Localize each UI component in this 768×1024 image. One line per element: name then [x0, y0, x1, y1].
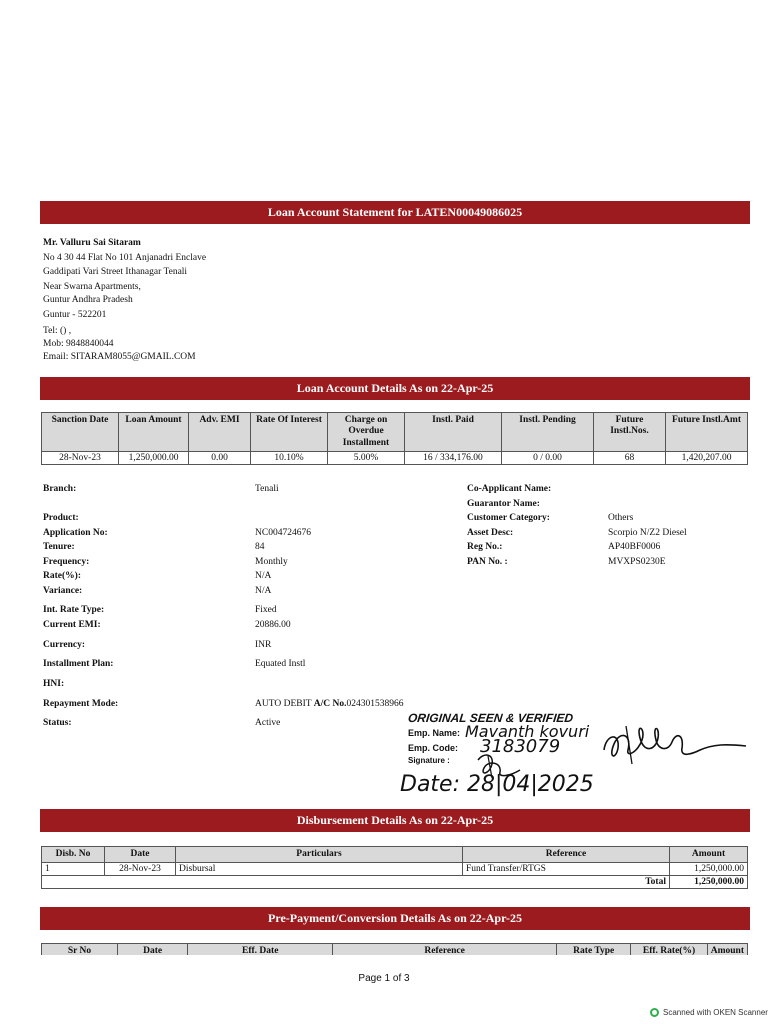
table-cell: 68	[594, 452, 666, 465]
pan-label: PAN No. :	[467, 557, 508, 567]
branch-label: Branch:	[43, 484, 77, 494]
table-cell: Fund Transfer/RTGS	[463, 863, 670, 876]
header-cell: Particulars	[176, 847, 463, 863]
installment-plan-value: Equated Instl	[255, 659, 306, 669]
page-number: Page 1 of 3	[358, 973, 410, 984]
reg-no-value: AP40BF0006	[608, 542, 661, 552]
application-label: Application No:	[43, 528, 108, 538]
customer-mob: Mob: 9848840044	[43, 339, 114, 350]
current-emi-label: Current EMI:	[43, 620, 101, 630]
int-rate-type-value: Fixed	[255, 605, 277, 615]
disbursement-band: Disbursement Details As on 22-Apr-25	[40, 809, 750, 832]
total-row	[42, 876, 748, 889]
header-cell: Rate Of Interest	[251, 413, 328, 452]
currency-label: Currency:	[43, 640, 86, 650]
current-emi-value: 20886.00	[255, 620, 291, 630]
table-cell: 28-Nov-23	[105, 863, 176, 876]
guarantor-label: Guarantor Name:	[467, 499, 540, 509]
stamp-date: Date: 28|04|2025	[400, 772, 594, 797]
repayment-account-number: 024301538966	[346, 699, 404, 709]
scanner-logo-icon	[650, 1008, 659, 1017]
reg-no-label: Reg No.:	[467, 542, 503, 552]
header-cell: Amount	[670, 847, 748, 863]
table-cell: 0.00	[189, 452, 251, 465]
header-cell: Date	[118, 944, 188, 956]
header-cell: Rate Type	[557, 944, 631, 956]
installment-plan-label: Installment Plan:	[43, 659, 114, 669]
header-cell: Reference	[463, 847, 670, 863]
table-cell: Disbursal	[176, 863, 463, 876]
variance-label: Variance:	[43, 586, 83, 596]
table-cell: 0 / 0.00	[502, 452, 594, 465]
header-cell: Date	[105, 847, 176, 863]
header-cell: Amount	[707, 944, 747, 956]
header-cell: Eff. Date	[188, 944, 333, 956]
repayment-mode-text: AUTO DEBIT	[255, 699, 312, 709]
address-line: Guntur - 522201	[43, 310, 107, 321]
header-cell: Instl. Pending	[502, 413, 594, 452]
frequency-value: Monthly	[255, 557, 288, 567]
repayment-account-label: A/C No.	[313, 699, 347, 709]
status-value: Active	[255, 718, 281, 728]
pan-value: MVXPS0230E	[608, 557, 666, 567]
header-cell: Sanction Date	[42, 413, 119, 452]
tenure-value: 84	[255, 542, 265, 552]
table-cell: 1,250,000.00	[119, 452, 189, 465]
address-line: Guntur Andhra Pradesh	[43, 295, 133, 306]
table-cell: 5.00%	[328, 452, 405, 465]
signature-icon	[596, 714, 758, 772]
header-cell: Instl. Paid	[405, 413, 502, 452]
header-cell: Adv. EMI	[189, 413, 251, 452]
stamp-signature-label: Signature :	[408, 756, 450, 765]
table-cell: 16 / 334,176.00	[405, 452, 502, 465]
customer-category-value: Others	[608, 513, 634, 523]
header-cell: Eff. Rate(%)	[631, 944, 707, 956]
variance-value: N/A	[255, 586, 272, 596]
repayment-mode-value	[255, 699, 404, 709]
table-cell: 1,250,000.00	[670, 863, 748, 876]
total-label: Total	[42, 876, 670, 889]
hni-label: HNI:	[43, 679, 65, 689]
prepayment-band: Pre-Payment/Conversion Details As on 22-Apr-25	[40, 907, 750, 930]
asset-desc-value: Scorpio N/Z2 Diesel	[608, 528, 687, 538]
stamp-emp-name-label: Emp. Name:	[408, 728, 461, 738]
disbursement-table	[41, 846, 748, 889]
customer-address-block	[43, 237, 206, 365]
customer-tel: Tel: () ,	[43, 325, 72, 336]
customer-name: Mr. Valluru Sai Sitaram	[43, 238, 141, 248]
prepayment-table-clip	[41, 943, 748, 955]
loan-summary-table	[41, 412, 748, 465]
header-cell: Sr No	[42, 944, 118, 956]
statement-title-band: Loan Account Statement for LATEN00049086025	[40, 201, 750, 224]
stamp-emp-code-label: Emp. Code:	[408, 743, 459, 753]
int-rate-type-label: Int. Rate Type:	[43, 605, 105, 615]
rate-label: Rate(%):	[43, 571, 81, 581]
address-line: No 4 30 44 Flat No 101 Anjanadri Enclave	[43, 253, 207, 264]
prepayment-table	[41, 943, 748, 955]
stamp-emp-code: 3183079	[480, 736, 561, 757]
rate-value: N/A	[255, 571, 272, 581]
application-value: NC004724676	[255, 528, 311, 538]
header-cell: Loan Amount	[119, 413, 189, 452]
account-details-band: Loan Account Details As on 22-Apr-25	[40, 377, 750, 400]
address-line: Near Swarna Apartments,	[43, 281, 141, 292]
tenure-label: Tenure:	[43, 542, 75, 552]
status-label: Status:	[43, 718, 72, 728]
stamp-emp-name: Mavanth kovuri	[465, 722, 590, 741]
header-cell: Future Instl.Nos.	[594, 413, 666, 452]
total-value: 1,250,000.00	[670, 876, 748, 889]
table-row	[42, 452, 748, 465]
branch-value: Tenali	[255, 484, 279, 494]
header-cell: Disb. No	[42, 847, 105, 863]
table-row	[42, 863, 748, 876]
address-line: Gaddipati Vari Street Ithanagar Tenali	[43, 266, 188, 277]
scanner-text: Scanned with OKEN Scanner	[663, 1008, 768, 1017]
scanner-watermark	[650, 1008, 768, 1017]
frequency-label: Frequency:	[43, 557, 90, 567]
repayment-mode-label: Repayment Mode:	[43, 699, 119, 709]
table-cell: 28-Nov-23	[42, 452, 119, 465]
customer-category-label: Customer Category:	[467, 513, 550, 523]
customer-email: Email: SITARAM8055@GMAIL.COM	[43, 352, 196, 363]
header-cell: Charge on Overdue Installment	[328, 413, 405, 452]
asset-desc-label: Asset Desc:	[467, 528, 514, 538]
stamp-title: ORIGINAL SEEN & VERIFIED	[407, 711, 574, 725]
table-cell: 10.10%	[251, 452, 328, 465]
co-applicant-label: Co-Applicant Name:	[467, 484, 552, 494]
table-cell: 1,420,207.00	[666, 452, 748, 465]
header-cell: Future Instl.Amt	[666, 413, 748, 452]
product-label: Product:	[43, 513, 79, 523]
currency-value: INR	[255, 640, 272, 650]
header-cell: Reference	[333, 944, 557, 956]
table-cell: 1	[42, 863, 105, 876]
